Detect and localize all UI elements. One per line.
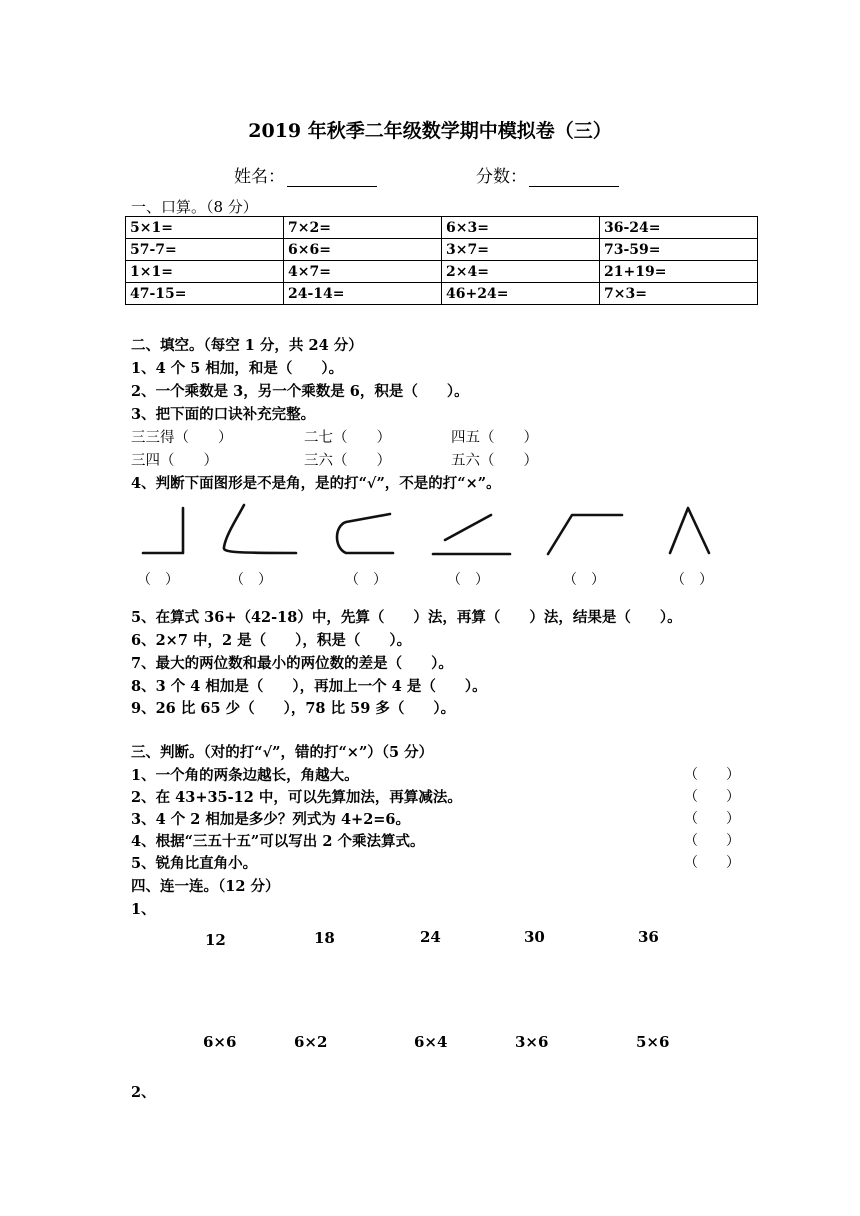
answer-paren-1[interactable]: （ ） — [137, 572, 179, 588]
rhyme-4: 三四（ ） — [131, 453, 218, 469]
table-cell[interactable]: 57-7= — [126, 239, 284, 261]
judge-item-1: 1、一个角的两条边越长，角越大。 — [131, 767, 359, 784]
section4-heading: 四、连一连。（12 分） — [131, 878, 280, 895]
rhyme-1: 三三得（ ） — [131, 430, 233, 446]
rhyme-5: 三六（ ） — [304, 453, 391, 469]
match-bottom-5[interactable]: 5×6 — [636, 1033, 670, 1051]
page-title: 2019 年秋季二年级数学期中模拟卷（三） — [248, 120, 612, 142]
judge-item-2: 2、在 43+35-12 中，可以先算加法，再算减法。 — [131, 789, 462, 806]
table-cell[interactable]: 73-59= — [600, 239, 758, 261]
judge-item-5: 5、锐角比直角小。 — [131, 855, 258, 872]
judge-item-3: 3、4 个 2 相加是多少？列式为 4+2=6。 — [131, 811, 411, 828]
match-bottom-3[interactable]: 6×4 — [414, 1033, 448, 1051]
answer-paren-6[interactable]: （ ） — [671, 572, 713, 588]
angle-figure-6 — [670, 508, 709, 553]
answer-paren-2[interactable]: （ ） — [230, 572, 272, 588]
judge-item-4: 4、根据“三五十五”可以写出 2 个乘法算式。 — [131, 833, 425, 850]
angle-figure-4 — [445, 515, 491, 540]
score-label: 分数： — [476, 167, 527, 187]
answer-paren-5[interactable]: （ ） — [563, 572, 605, 588]
judge-paren-4[interactable]: （ ） — [684, 833, 740, 849]
angle-figure-2 — [224, 505, 296, 553]
match-top-2[interactable]: 18 — [314, 929, 335, 947]
table-cell[interactable]: 21+19= — [600, 261, 758, 283]
table-cell[interactable]: 3×7= — [442, 239, 600, 261]
section2-heading: 二、填空。（每空 1 分，共 24 分） — [131, 337, 363, 354]
answer-paren-3[interactable]: （ ） — [345, 572, 387, 588]
table-cell[interactable]: 24-14= — [284, 283, 442, 305]
question-2-2: 2、一个乘数是 3，另一个乘数是 6，积是（ ）。 — [131, 383, 469, 400]
table-cell[interactable]: 5×1= — [126, 217, 284, 239]
table-cell[interactable]: 6×6= — [284, 239, 442, 261]
section4-part1-label: 1、 — [131, 901, 156, 918]
answer-paren-4[interactable]: （ ） — [447, 572, 489, 588]
judge-paren-2[interactable]: （ ） — [684, 789, 740, 805]
section3-heading: 三、判断。（对的打“√”，错的打“×”）（5 分） — [131, 744, 434, 761]
match-bottom-4[interactable]: 3×6 — [515, 1033, 549, 1051]
table-cell[interactable]: 6×3= — [442, 217, 600, 239]
question-2-3: 3、把下面的口诀补充完整。 — [131, 406, 316, 423]
table-cell[interactable]: 47-15= — [126, 283, 284, 305]
match-top-3[interactable]: 24 — [420, 928, 441, 946]
judge-paren-3[interactable]: （ ） — [684, 811, 740, 827]
rhyme-3: 四五（ ） — [451, 430, 538, 446]
question-2-7: 7、最大的两位数和最小的两位数的差是（ ）。 — [131, 655, 453, 672]
angle-figures — [0, 0, 860, 600]
match-top-1[interactable]: 12 — [205, 931, 226, 949]
section4-part2-label: 2、 — [131, 1084, 156, 1101]
section1-heading: 一、口算。（8 分） — [131, 198, 258, 216]
match-bottom-2[interactable]: 6×2 — [294, 1033, 328, 1051]
match-bottom-1[interactable]: 6×6 — [203, 1033, 237, 1051]
table-cell[interactable]: 1×1= — [126, 261, 284, 283]
angle-figure-5 — [548, 515, 622, 554]
question-2-9: 9、26 比 65 少（ ），78 比 59 多（ ）。 — [131, 700, 456, 717]
angle-figure-1 — [143, 508, 183, 553]
table-cell[interactable]: 7×2= — [284, 217, 442, 239]
question-2-6: 6、2×7 中，2 是（ ），积是（ ）。 — [131, 632, 412, 649]
match-top-4[interactable]: 30 — [524, 928, 545, 946]
table-cell[interactable]: 46+24= — [442, 283, 600, 305]
angle-figure-3 — [337, 514, 393, 553]
rhyme-2: 二七（ ） — [304, 430, 391, 446]
name-label: 姓名： — [234, 167, 285, 187]
question-2-5: 5、在算式 36+（42-18）中，先算（ ）法，再算（ ）法，结果是（ ）。 — [131, 609, 682, 626]
table-cell[interactable]: 36-24= — [600, 217, 758, 239]
question-2-1: 1、4 个 5 相加，和是（ ）。 — [131, 360, 344, 377]
table-cell[interactable]: 7×3= — [600, 283, 758, 305]
rhyme-6: 五六（ ） — [451, 453, 538, 469]
match-top-5[interactable]: 36 — [638, 928, 659, 946]
question-2-8: 8、3 个 4 相加是（ ），再加上一个 4 是（ ）。 — [131, 678, 487, 695]
table-cell[interactable]: 4×7= — [284, 261, 442, 283]
judge-paren-5[interactable]: （ ） — [684, 855, 740, 871]
question-2-4: 4、判断下面图形是不是角，是的打“√”，不是的打“×”。 — [131, 475, 501, 492]
judge-paren-1[interactable]: （ ） — [684, 767, 740, 783]
table-cell[interactable]: 2×4= — [442, 261, 600, 283]
